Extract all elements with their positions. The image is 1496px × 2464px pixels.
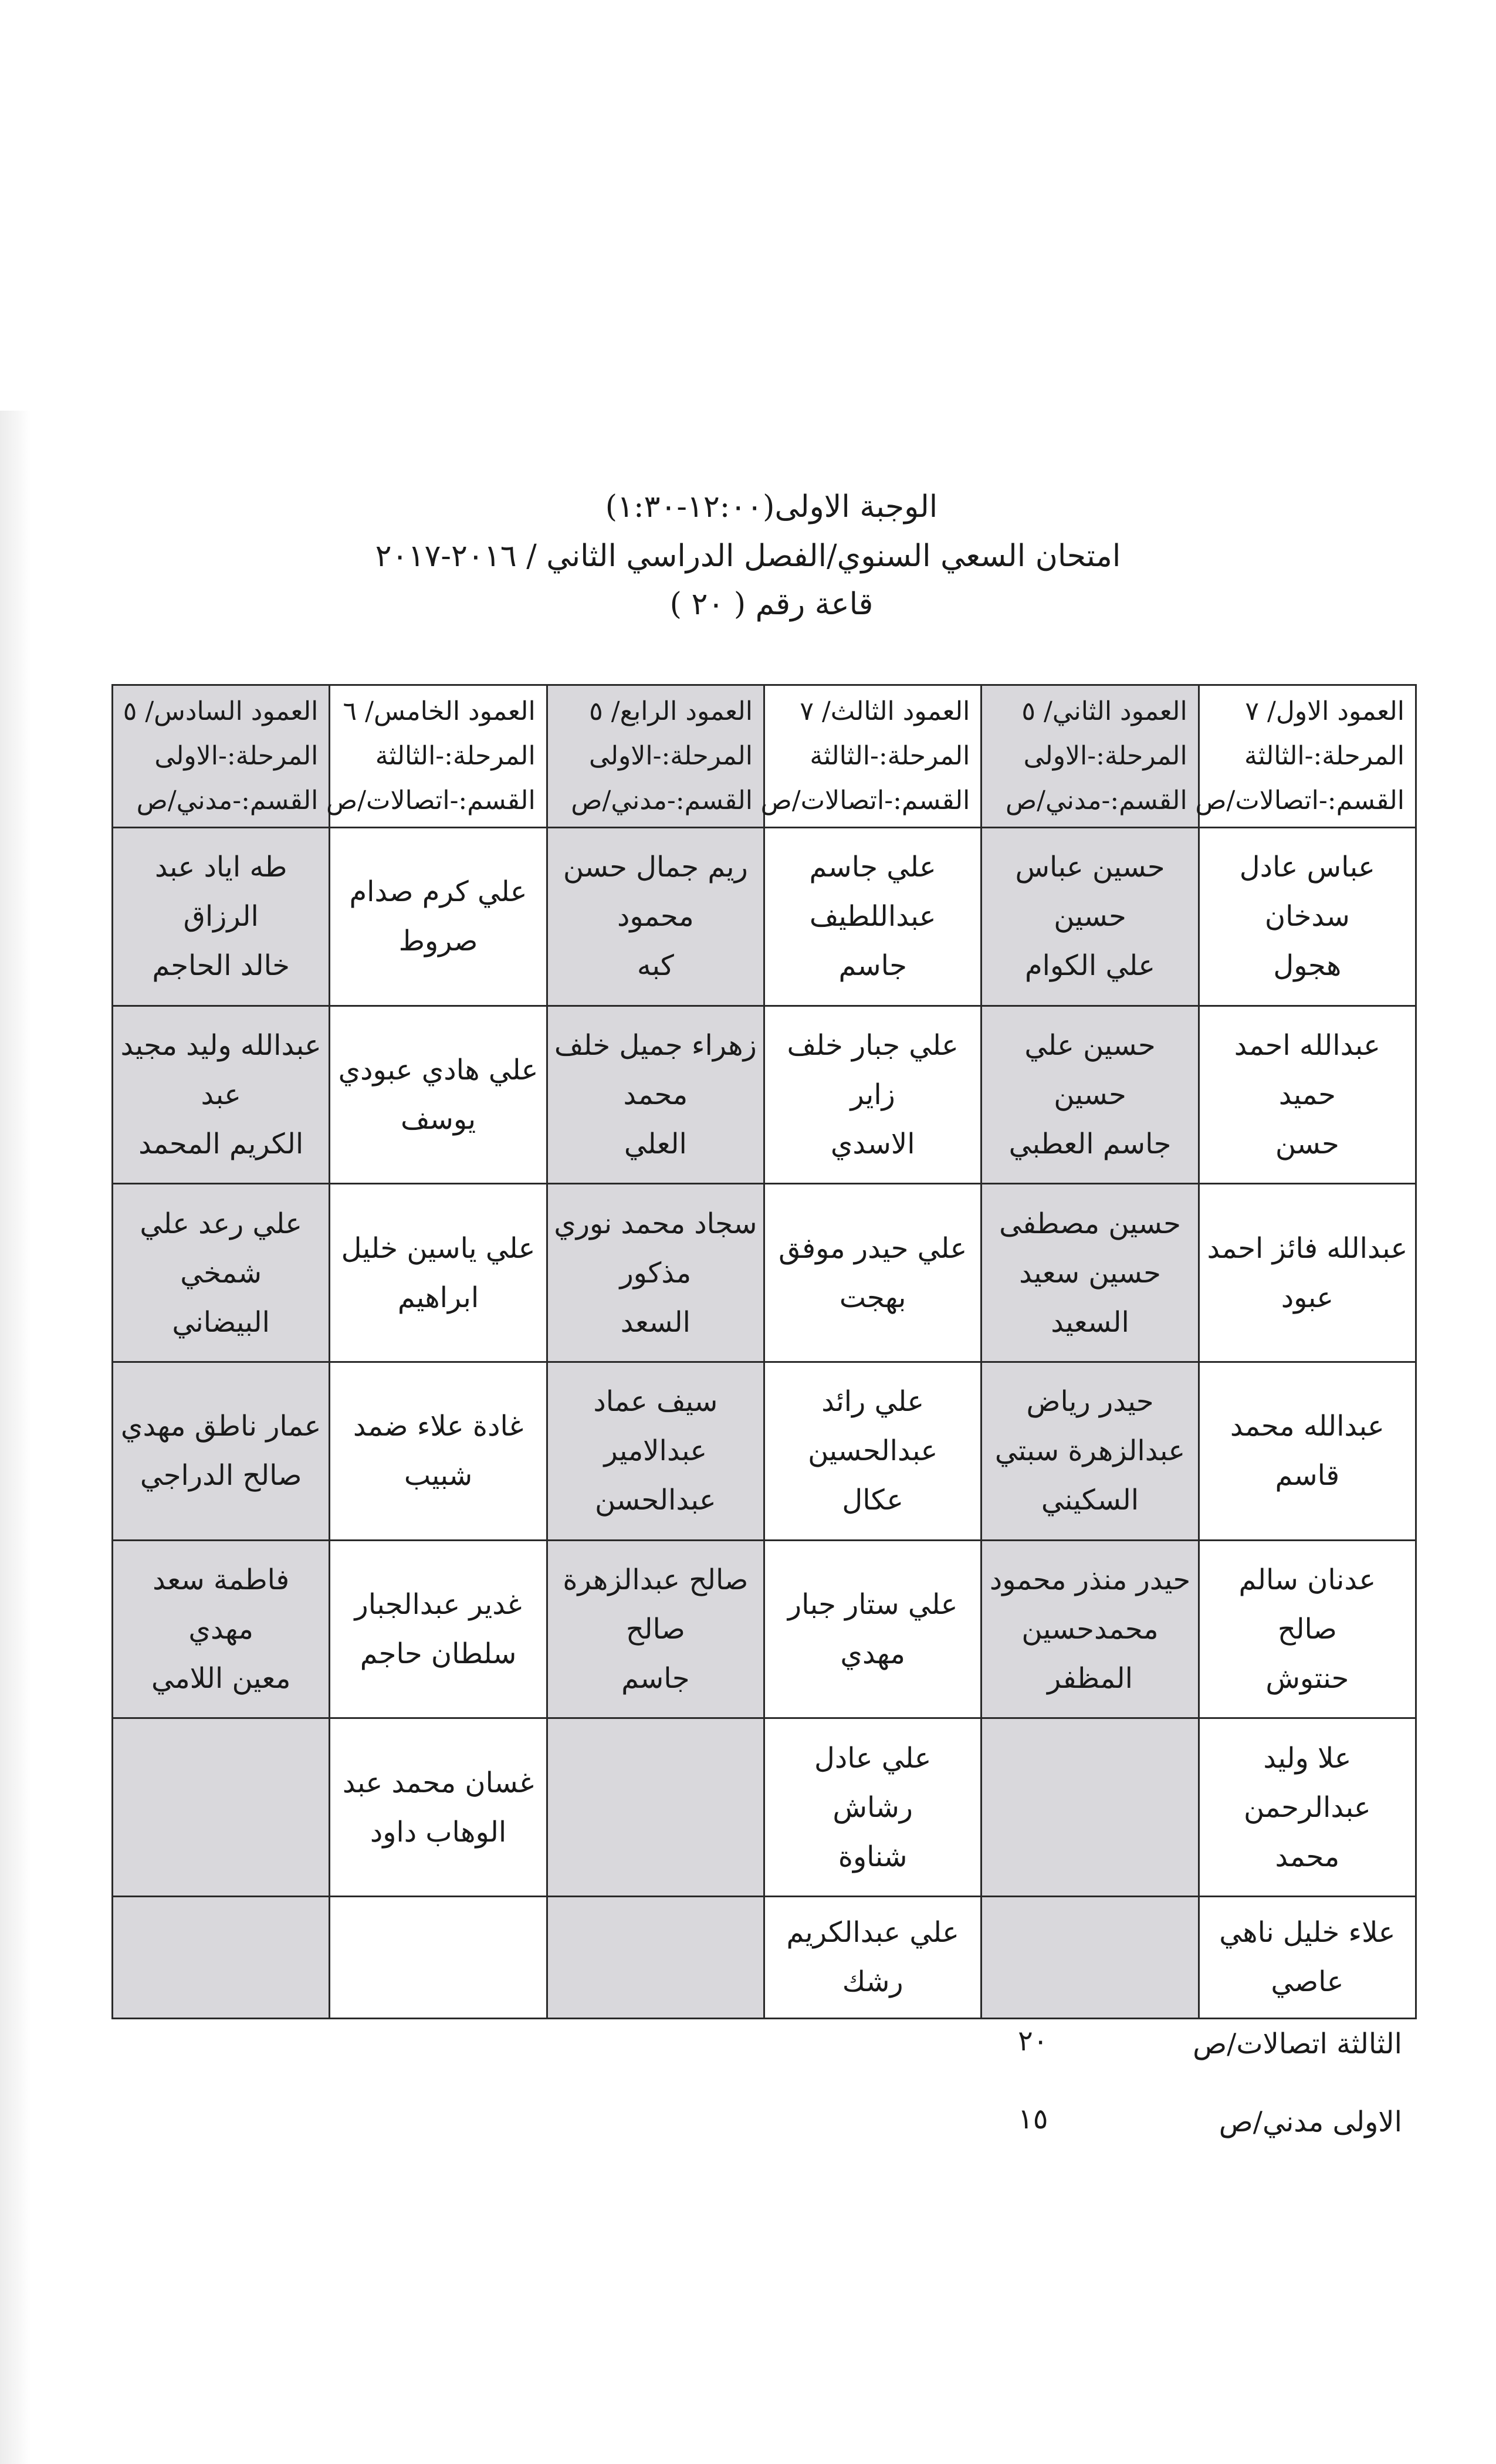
student-name-line: عمار ناطق مهدي xyxy=(120,1410,321,1443)
table-row xyxy=(113,1362,1416,1540)
column-header xyxy=(113,685,330,828)
column-header-row xyxy=(113,685,1416,828)
seat-cell xyxy=(764,1896,981,2018)
column-dept: القسم:-اتصالات/ص xyxy=(1195,786,1404,815)
seat-cell xyxy=(547,1184,764,1362)
student-name-line: علي عادل رشاش xyxy=(814,1741,932,1824)
student-name-line: عدنان سالم صالح xyxy=(1238,1563,1376,1646)
student-name-line: طه اياد عبد الرزاق xyxy=(154,851,287,933)
column-header xyxy=(1195,685,1416,828)
seat-cell xyxy=(547,1006,764,1184)
column-title: العمود الرابع/ ٥ xyxy=(589,696,753,726)
seat-cell xyxy=(764,1006,981,1184)
student-name-line: جاسم xyxy=(621,1661,690,1695)
student-name-line: الوهاب داود xyxy=(370,1815,507,1849)
seat-cell xyxy=(1199,1184,1416,1362)
seat-cell xyxy=(113,1718,330,1897)
student-name-line: عبدالله فائز احمد xyxy=(1207,1231,1408,1265)
column-stage: المرحلة:-الاولى xyxy=(1023,741,1187,771)
student-name-line: العلي xyxy=(624,1127,687,1160)
student-name-line: علي ستار جبار مهدي xyxy=(787,1588,958,1670)
student-name-line: علي حيدر موفق xyxy=(779,1231,967,1265)
column-title: العمود الثالث/ ٧ xyxy=(800,696,970,726)
student-name-line: عاصي xyxy=(1271,1965,1344,1999)
student-name-line: عبود xyxy=(1281,1281,1333,1314)
seating-table xyxy=(111,684,1417,2019)
student-name-line: محمدحسين المظفر xyxy=(1021,1612,1159,1695)
student-name-line: معين اللامي xyxy=(151,1661,291,1695)
student-name-line: يوسف xyxy=(400,1102,476,1136)
student-name-line: عبدالزهرة سبتي xyxy=(994,1434,1186,1468)
student-name-line: علي كرم صدام صروط xyxy=(349,875,527,958)
student-name-line: علاء خليل ناهي xyxy=(1219,1916,1396,1949)
seat-cell xyxy=(113,1362,330,1540)
column-stage: المرحلة:-الاولى xyxy=(154,741,319,771)
seat-cell xyxy=(764,1718,981,1897)
summary-label-2: الاولى مدني/ص xyxy=(1219,2106,1402,2138)
student-name-line: حيدر منذر محمود xyxy=(989,1563,1191,1596)
student-name-line: علي ياسين خليل xyxy=(341,1231,536,1265)
summary-count-1: ٢٠ xyxy=(1018,2025,1048,2057)
student-name-line: ريم جمال حسن محمود xyxy=(563,851,748,933)
student-name-line: الاسدي xyxy=(830,1127,915,1160)
student-name-line: علي رعد علي شمخي xyxy=(140,1207,302,1289)
student-name-line: صالح عبدالزهرة صالح xyxy=(563,1563,749,1646)
column-dept: القسم:-مدني/ص xyxy=(1005,786,1187,815)
student-name-line: سيف عماد عبدالامير xyxy=(593,1385,718,1468)
scan-edge xyxy=(0,411,31,2464)
seat-cell xyxy=(113,1540,330,1718)
table-row xyxy=(113,1718,1416,1897)
student-name-line: علي عبدالكريم رشك xyxy=(786,1916,959,1999)
seat-cell xyxy=(981,1718,1199,1897)
summary-label-1: الثالثة اتصالات/ص xyxy=(1193,2028,1402,2060)
student-name-line: بهجت xyxy=(839,1281,906,1314)
student-name-line: جاسم xyxy=(838,949,907,983)
seat-cell xyxy=(330,1362,547,1540)
student-name-line: علا وليد عبدالرحمن xyxy=(1243,1741,1371,1824)
seat-cell xyxy=(1199,828,1416,1006)
student-name-line: السعد xyxy=(620,1305,691,1339)
seat-cell xyxy=(330,828,547,1006)
student-name-line: صالح الدراجي xyxy=(140,1459,302,1492)
column-stage: المرحلة:-الثالثة xyxy=(1244,741,1404,771)
column-title: العمود الثاني/ ٥ xyxy=(1021,696,1187,726)
student-name-line: عبدالله احمد حميد xyxy=(1234,1028,1380,1111)
student-name-line: عبدالله وليد مجيد عبد xyxy=(120,1028,321,1111)
seat-cell xyxy=(1199,1362,1416,1540)
column-stage: المرحلة:-الثالثة xyxy=(375,741,536,771)
student-name-line: جاسم العطبي xyxy=(1008,1127,1172,1160)
student-name-line: ابراهيم xyxy=(397,1281,479,1314)
seat-cell xyxy=(1199,1006,1416,1184)
table-row xyxy=(113,1896,1416,2018)
seat-cell xyxy=(1199,1718,1416,1897)
seat-cell xyxy=(764,828,981,1006)
seat-cell xyxy=(981,1362,1199,1540)
column-header xyxy=(981,685,1199,828)
column-header xyxy=(760,685,981,828)
student-name-line: حيدر رياض xyxy=(1026,1385,1154,1419)
student-name-line: محمد xyxy=(1275,1840,1340,1873)
student-name-line: فاطمة سعد مهدي xyxy=(153,1563,290,1646)
column-header xyxy=(547,685,764,828)
student-name-line: البيضاني xyxy=(172,1305,270,1339)
exam-title: امتحان السعي السنوي/الفصل الدراسي الثاني / ٢٠١٦-٢٠١٧ xyxy=(375,539,1121,574)
column-title: العمود الاول/ ٧ xyxy=(1245,696,1404,726)
seat-cell xyxy=(113,828,330,1006)
seat-cell xyxy=(113,1184,330,1362)
student-name-line: علي جاسم عبداللطيف xyxy=(809,851,936,933)
student-name-line: غسان محمد عبد xyxy=(342,1766,534,1799)
student-name-line: كبه xyxy=(637,949,674,983)
column-title: العمود الخامس/ ٦ xyxy=(343,696,536,726)
student-name-line: حنتوش xyxy=(1265,1661,1349,1695)
table-row xyxy=(113,1540,1416,1718)
column-header xyxy=(326,685,547,828)
student-name-line: عباس عادل سدخان xyxy=(1239,851,1375,933)
student-name-line: عكال xyxy=(842,1484,903,1517)
student-name-line: الكريم المحمد xyxy=(138,1127,304,1160)
column-stage: المرحلة:-الثالثة xyxy=(810,741,970,771)
seat-cell xyxy=(113,1896,330,2018)
student-name-line: عبدالله محمد قاسم xyxy=(1230,1410,1385,1492)
seat-cell xyxy=(981,1184,1199,1362)
student-name-line: حسن xyxy=(1275,1127,1339,1160)
seat-cell xyxy=(1199,1540,1416,1718)
seat-cell xyxy=(764,1362,981,1540)
seat-cell xyxy=(981,828,1199,1006)
seat-cell xyxy=(547,1362,764,1540)
student-name-line: حسين سعيد السعيد xyxy=(1019,1256,1161,1339)
seat-cell xyxy=(981,1006,1199,1184)
student-name-line: حسين علي حسين xyxy=(1024,1028,1156,1111)
student-name-line: سجاد محمد نوري مذكور xyxy=(554,1207,757,1289)
student-name-line: خالد الحاجم xyxy=(152,949,290,983)
student-name-line: غادة علاء ضمد شبيب xyxy=(353,1410,524,1492)
student-name-line: علي رائد عبدالحسين xyxy=(808,1385,938,1468)
student-name-line: علي هادي عبودي xyxy=(338,1053,539,1087)
student-name-line: هجول xyxy=(1273,949,1342,983)
student-name-line: سلطان حاجم xyxy=(360,1637,517,1670)
seat-cell xyxy=(330,1540,547,1718)
student-name-line: شناوة xyxy=(838,1840,908,1873)
column-dept: القسم:-اتصالات/ص xyxy=(326,786,536,815)
seat-cell xyxy=(764,1184,981,1362)
session-title: الوجبة الاولى(١٢:٠٠-١:٣٠) xyxy=(605,489,938,524)
student-name-line: زهراء جميل خلف محمد xyxy=(554,1028,757,1111)
column-stage: المرحلة:-الاولى xyxy=(588,741,753,771)
summary-count-2: ١٥ xyxy=(1018,2103,1048,2135)
seat-cell xyxy=(1199,1896,1416,2018)
student-name-line: حسين عباس حسين xyxy=(1015,851,1165,933)
seat-cell xyxy=(547,1718,764,1897)
table-row xyxy=(113,1184,1416,1362)
seat-cell xyxy=(547,1540,764,1718)
student-name-line: علي الكوام xyxy=(1024,949,1156,983)
table-row xyxy=(113,828,1416,1006)
seat-cell xyxy=(764,1540,981,1718)
column-title: العمود السادس/ ٥ xyxy=(123,696,319,726)
seat-cell xyxy=(981,1896,1199,2018)
student-name-line: علي جبار خلف زاير xyxy=(787,1028,959,1111)
seat-cell xyxy=(330,1718,547,1897)
seat-cell xyxy=(330,1184,547,1362)
student-name-line: حسين مصطفى xyxy=(999,1207,1181,1240)
seat-cell xyxy=(981,1540,1199,1718)
seat-cell xyxy=(330,1896,547,2018)
seat-cell xyxy=(330,1006,547,1184)
hall-number: قاعة رقم ( ٢٠ ) xyxy=(669,587,874,622)
seat-cell xyxy=(547,1896,764,2018)
column-dept: القسم:-مدني/ص xyxy=(571,786,753,815)
column-dept: القسم:-مدني/ص xyxy=(136,786,319,815)
column-dept: القسم:-اتصالات/ص xyxy=(760,786,970,815)
student-name-line: عبدالحسن xyxy=(595,1484,716,1517)
seat-cell xyxy=(547,828,764,1006)
student-name-line: السكيني xyxy=(1041,1484,1139,1517)
table-row xyxy=(113,1006,1416,1184)
seat-cell xyxy=(113,1006,330,1184)
student-name-line: غدير عبدالجبار xyxy=(354,1588,522,1621)
